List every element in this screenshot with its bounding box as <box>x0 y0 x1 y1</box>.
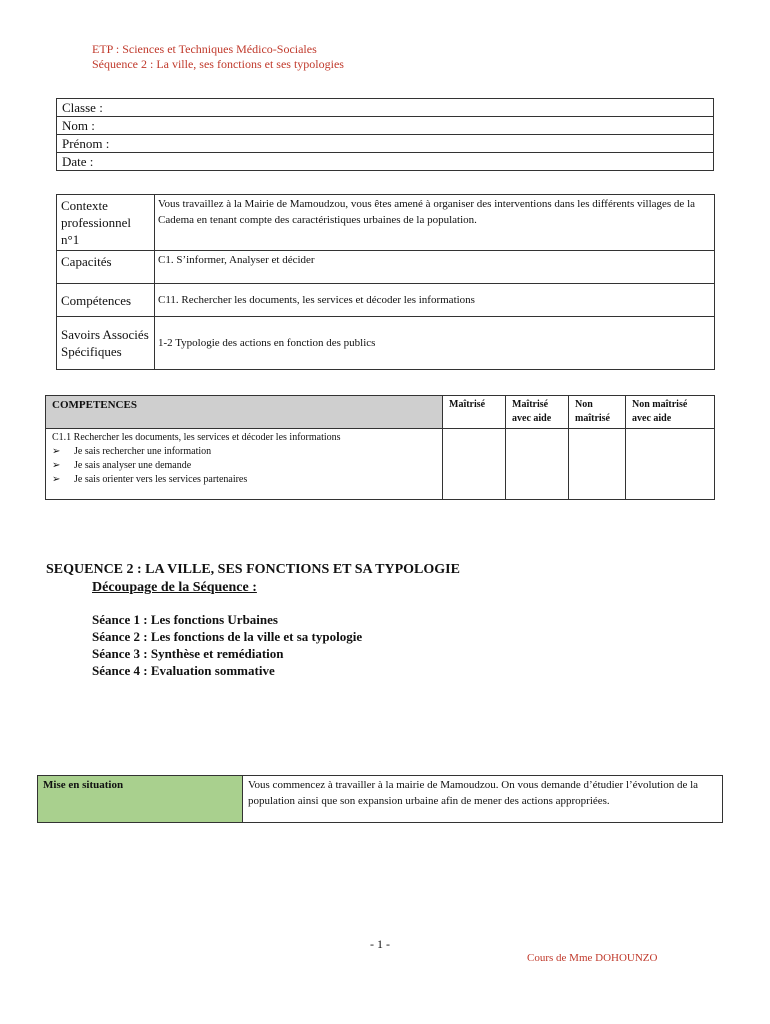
competences-key: Compétences <box>57 284 155 317</box>
savoirs-key: Savoirs Associés Spécifiques <box>57 317 155 370</box>
seance-item: Séance 3 : Synthèse et remédiation <box>92 646 284 661</box>
competence-detail <box>46 429 443 500</box>
identity-box <box>56 98 714 171</box>
capacites-value: C1. S’informer, Analyser et décider <box>155 251 715 284</box>
header-line-2: Séquence 2 : La ville, ses fonctions et ses typologies <box>92 57 344 71</box>
list-item: ➢ Je sais analyser une demande <box>52 460 192 471</box>
competences-value: C11. Rechercher les documents, les services et décoder les informations <box>155 284 715 317</box>
author-footer: Cours de Mme DOHOUNZO <box>527 952 658 964</box>
competence-list <box>52 445 436 487</box>
seance-item: Séance 2 : Les fonctions de la ville et sa typologie <box>92 629 363 644</box>
nom-field: Nom : <box>57 117 714 135</box>
col-maitrise-avec-aide: Maîtrisé avec aide <box>506 396 569 429</box>
arrow-bullet-icon: ➢ <box>52 474 61 485</box>
seance-item: Séance 1 : Les fonctions Urbaines <box>92 612 278 627</box>
col-non-maitrise-avec-aide: Non maîtrisé avec aide <box>626 396 715 429</box>
seance-item: Séance 4 : Evaluation sommative <box>92 663 275 678</box>
context-table <box>56 194 715 370</box>
cell-non-maitrise-avec-aide[interactable] <box>626 429 715 500</box>
list-item: ➢ Je sais orienter vers les services partenaires <box>52 474 248 485</box>
decoupage-heading: Découpage de la Séquence : <box>92 580 257 595</box>
cell-non-maitrise[interactable] <box>569 429 626 500</box>
context-value: Vous travaillez à la Mairie de Mamoudzou, vous êtes amené à organiser des interventions dans les différents villages de la Cadema en tenant compte des caractéristiques urbaines de la population. <box>155 195 715 251</box>
context-key: Contexte professionnel n°1 <box>57 195 155 251</box>
cell-maitrise[interactable] <box>443 429 506 500</box>
classe-field: Classe : <box>57 99 714 117</box>
savoirs-value: 1-2 Typologie des actions en fonction des publics <box>155 317 715 370</box>
date-field: Date : <box>57 153 714 171</box>
capacites-key: Capacités <box>57 251 155 284</box>
header-line-1: ETP : Sciences et Techniques Médico-Sociales <box>92 42 317 56</box>
list-item: ➢ Je sais rechercher une information <box>52 446 212 457</box>
document-header <box>92 42 344 72</box>
mise-label: Mise en situation <box>38 776 243 823</box>
page-number: - 1 - <box>370 937 390 951</box>
mise-text: Vous commencez à travailler à la mairie de Mamoudzou. On vous demande d’étudier l’évolution de la population ainsi que son expansion urbaine afin de mener des actions appropriées. <box>243 776 723 823</box>
col-non-maitrise: Non maîtrisé <box>569 396 626 429</box>
col-maitrise: Maîtrisé <box>443 396 506 429</box>
arrow-bullet-icon: ➢ <box>52 460 61 471</box>
competences-header: COMPETENCES <box>46 396 443 429</box>
prenom-field: Prénom : <box>57 135 714 153</box>
competences-table <box>45 395 715 500</box>
arrow-bullet-icon: ➢ <box>52 446 61 457</box>
competence-title: C1.1 Rechercher les documents, les services et décoder les informations <box>52 432 341 443</box>
seances-list <box>92 611 362 679</box>
cell-maitrise-avec-aide[interactable] <box>506 429 569 500</box>
mise-en-situation-table <box>37 775 723 823</box>
sequence-title: SEQUENCE 2 : LA VILLE, SES FONCTIONS ET SA TYPOLOGIE <box>46 562 460 577</box>
